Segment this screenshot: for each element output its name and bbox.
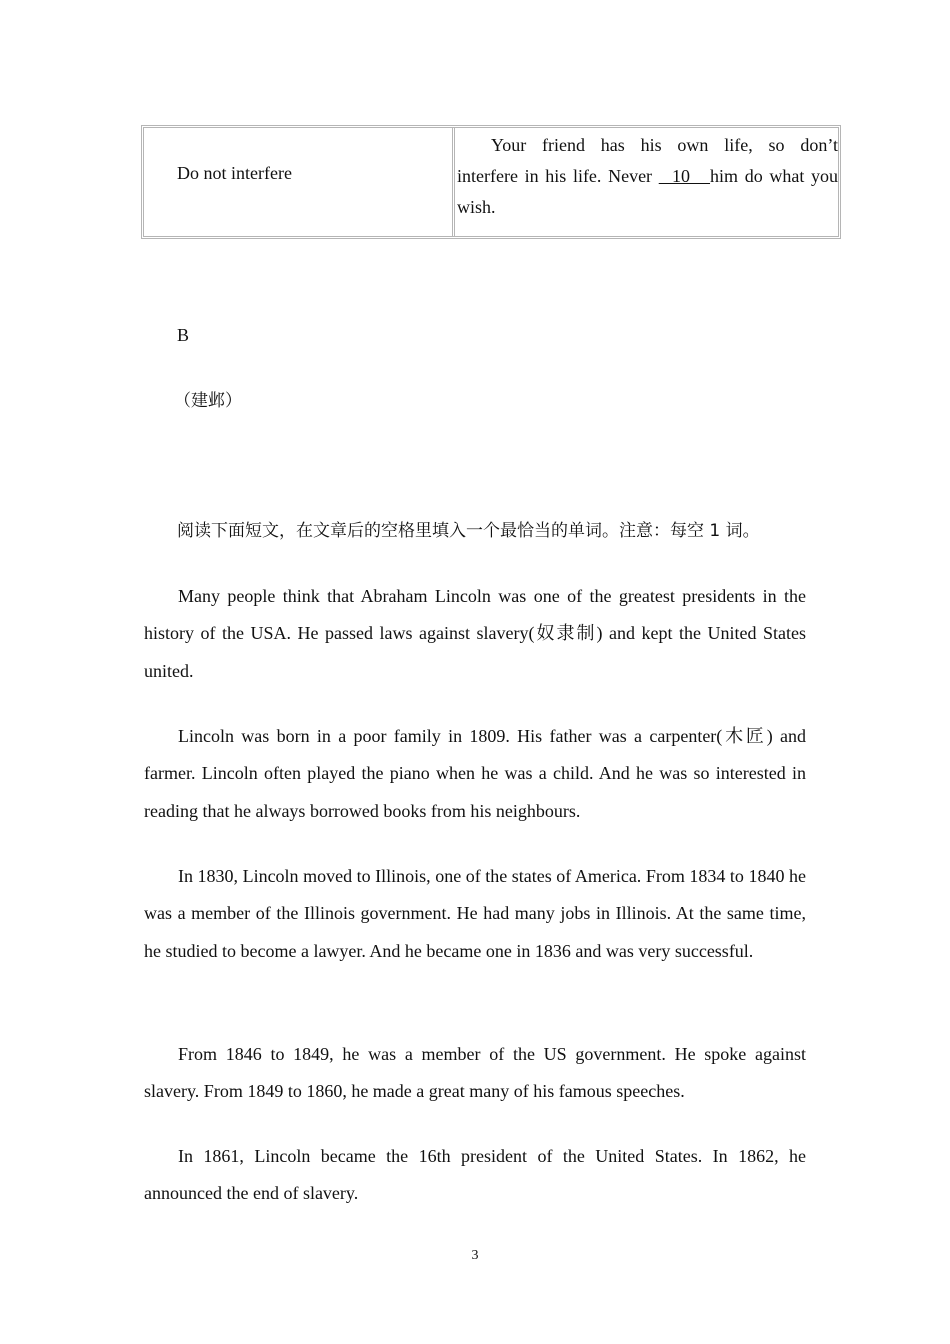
paragraph-1: Many people think that Abraham Lincoln was one of the greatest presidents in the history of the USA. He passed laws against slavery(奴隶制) and kept the United States united. [144,586,806,681]
advice-line-3: wish. [457,197,496,217]
advice-table [141,125,841,239]
advice-title: Do not interfere [177,163,292,183]
section-label: B [177,325,190,345]
paragraph-4: From 1846 to 1849, he was a member of the US government. He spoke against slavery. From 1849 to 1860, he made a great many of his famous speeches. [144,1044,806,1102]
advice-line-2 [457,161,838,192]
paragraph-2: Lincoln was born in a poor family in 1809. His father was a carpenter(木匠) and farmer. Lincoln often played the piano when he was a child. And he was so interested in reading that he always borrowed books from his neighbours. [144,726,806,821]
source-note: （建邺） [174,391,242,411]
advice-line-1: Your friend has his own life, so don’t [491,135,838,155]
advice-line-2-start: interfere in his life. Never [457,166,659,186]
table-cell-body [457,128,838,236]
paragraph-5: In 1861, Lincoln became the 16th president of the United States. In 1862, he announced the end of slavery. [144,1146,806,1204]
paragraph-3: In 1830, Lincoln moved to Illinois, one of the states of America. From 1834 to 1840 he was a member of the Illinois government. He had many jobs in Illinois. At the same time, he studied to become a lawyer. And he became one in 1836 and was very successful. [144,866,806,961]
advice-line-2-end: him do what you [710,166,839,186]
table-cell-title [144,128,455,236]
blank-10: 10 [658,166,711,186]
page-number: 3 [471,1248,479,1263]
instruction-text: 阅读下面短文，在文章后的空格里填入一个最恰当的单词。注意：每空 1 词。 [177,521,760,541]
